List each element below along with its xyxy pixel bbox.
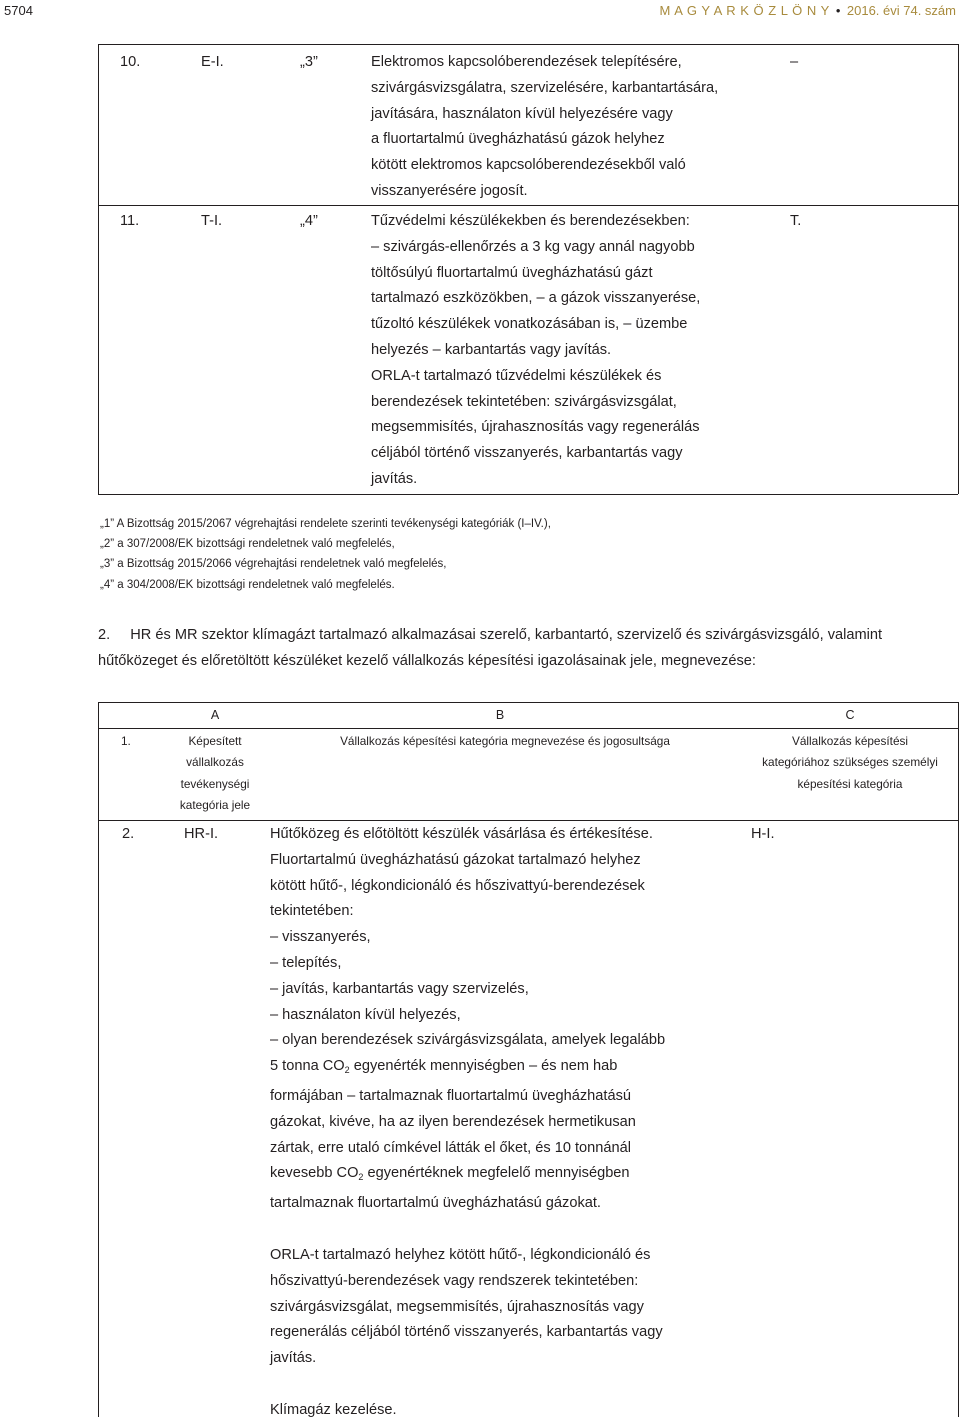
column-header-b: B — [495, 708, 505, 722]
text-line: Klímagáz kezelése. — [270, 1401, 397, 1418]
table-1-row-number: 11. — [120, 213, 140, 229]
column-header-a: A — [210, 708, 220, 722]
header-category-name: Vállalkozás képesítési kategória megnevezése és jogosultsága — [340, 734, 670, 748]
section-2-heading — [98, 623, 958, 675]
table-1-description — [371, 50, 718, 205]
text-line: Elektromos kapcsolóberendezések telepítésére, — [371, 54, 682, 70]
text-line: – javítás, karbantartás vagy szervizelés, — [270, 980, 529, 997]
journal-title: M A G Y A R K Ö Z L Ö N Y — [659, 3, 830, 18]
footnote: „3” a Bizottság 2015/2066 végrehajtási rendeletnek való megfelelés, — [100, 558, 447, 571]
table-2-description — [270, 822, 665, 1424]
table-2-top-border — [98, 702, 958, 703]
text-line: képesítési kategória — [797, 776, 903, 791]
section-number: 2. — [98, 627, 111, 643]
text-line: tekintetében: — [270, 903, 354, 920]
separator-dot: • — [835, 3, 841, 18]
text-line: tartalmaznak fluortartalmú üvegházhatású gázokat. — [270, 1195, 601, 1212]
table-1-code: E-I. — [201, 54, 224, 70]
table-2-right-border — [958, 702, 959, 1417]
text-line: berendezések tekintetében: szivárgásvizsgálat, — [371, 393, 677, 410]
text-line-co2: 5 tonna $CO_2$ egyenérték mennyiségben – és nem hab — [270, 1058, 618, 1076]
table-2-code: HR-I. — [184, 826, 219, 842]
footnote: „4” a 304/2008/EK bizottsági rendeletnek való megfelelés. — [100, 578, 395, 591]
text-line: – olyan berendezések szivárgásvizsgálata, amelyek legalább — [270, 1032, 666, 1049]
text-line: javítás. — [371, 470, 418, 487]
table-1-code: T-I. — [201, 213, 223, 229]
table-1-description — [371, 209, 700, 493]
text-line: tartalmazó eszközökben, – a gázok visszanyerése, — [371, 290, 701, 307]
text-line: kategória jele — [179, 797, 251, 812]
text-line: ORLA-t tartalmazó helyhez kötött hűtő-, légkondicionáló és — [270, 1246, 651, 1263]
table-1-bottom-border — [98, 494, 958, 495]
text-line: formájában – tartalmaznak fluortartalmú üvegházhatású — [270, 1087, 631, 1104]
text-line: – telepítés, — [270, 954, 342, 971]
text-line: regenerálás céljából történő visszanyerés, karbantartás vagy — [270, 1324, 663, 1341]
text-line: kötött elektromos kapcsolóberendezésekből való — [371, 157, 686, 174]
text-line: hőszivattyú-berendezések vagy rendszerek tekintetében: — [270, 1272, 639, 1289]
table-1-left-border — [98, 44, 99, 494]
section-text: HR és MR szektor klímagázt tartalmazó alkalmazásai szerelő, karbantartó, szervizelő és szivárgásvizsgáló, valamint hűtőközeget és előretöltött készüléket kezelő vállalkozás képesítési igazolásainak jele, megnevezése: — [98, 627, 883, 669]
text-line: a fluortartalmú üvegházhatású gázok helyhez — [371, 131, 665, 148]
footnotes — [100, 514, 551, 595]
table-1-row-number: 10. — [120, 54, 141, 70]
text-line: visszanyerésére jogosít. — [371, 182, 528, 199]
text-line: – használaton kívül helyezés, — [270, 1006, 461, 1023]
text-line: Képesített — [188, 734, 242, 748]
text-line: gázokat, kivéve, ha az ilyen berendezések hermetikusan — [270, 1113, 636, 1130]
text-line: ORLA-t tartalmazó tűzvédelmi készülékek és — [371, 367, 662, 384]
table-2-left-border — [98, 702, 99, 1417]
text-line: – szivárgás-ellenőrzés a 3 kg vagy annál nagyobb — [371, 238, 695, 255]
table-2-row-number: 2. — [122, 826, 135, 842]
footnote-marker: „3” — [300, 54, 318, 70]
table-2-header-divider — [98, 728, 958, 729]
table-1-top-border — [98, 44, 958, 45]
table-1-right-border — [958, 44, 959, 494]
table-2-row-number: 1. — [121, 734, 131, 748]
page-number: 5704 — [4, 3, 33, 18]
text-line: Hűtőközeg és előtöltött készülék vásárlása és értékesítése. — [270, 826, 653, 842]
text-line: vállalkozás — [186, 755, 244, 770]
text-line: javítására, használaton kívül helyezésére vagy — [371, 105, 673, 122]
text-line: megsemmisítés, újrahasznosítás vagy regenerálás — [371, 419, 700, 436]
footnote-marker: „4” — [300, 213, 318, 229]
text-line: tűzoltó készülékek vonatkozásában is, – üzembe — [371, 316, 688, 333]
text-line: tevékenységi — [180, 776, 250, 791]
text-line: javítás. — [270, 1350, 317, 1367]
header-qualified-category — [160, 731, 270, 816]
text-line: helyezés – karbantartás vagy javítás. — [371, 341, 612, 358]
text-line: Fluortartalmú üvegházhatású gázokat tartalmazó helyhez — [270, 851, 641, 868]
text-line: kategóriához szükséges személyi — [762, 755, 938, 770]
issue-label: 2016. évi 74. szám — [846, 3, 956, 18]
text-line: szivárgásvizsgálat, megsemmisítés, újrahasznosítás vagy — [270, 1298, 644, 1315]
footnote: „1” A Bizottság 2015/2067 végrehajtási rendelete szerinti tevékenységi kategóriák (I–IV.), — [100, 518, 551, 530]
header-personal-category — [745, 731, 955, 795]
text-line: céljából történő visszanyerés, karbantartás vagy — [371, 445, 683, 462]
text-line: töltősúlyú fluortartalmú üvegházhatású gázt — [371, 264, 653, 281]
text-line: kötött hűtő-, légkondicionáló és hőszivattyú-berendezések — [270, 877, 645, 894]
table-1-personal-category: T. — [790, 213, 802, 229]
text-line-co2: kevesebb $CO_2$ egyenértéknek megfelelő mennyiségben — [270, 1165, 630, 1183]
table-1-personal-category: – — [790, 54, 799, 70]
text-line: szivárgásvizsgálatra, szervizelésére, karbantartására, — [371, 79, 719, 96]
running-header — [660, 3, 956, 18]
table-2-row-divider — [98, 820, 958, 821]
column-header-c: C — [845, 708, 855, 722]
table-2-personal-category: H-I. — [751, 826, 775, 842]
text-line: – visszanyerés, — [270, 929, 371, 946]
text-line: zártak, erre utaló címkével látták el őket, és 10 tonnánál — [270, 1139, 631, 1156]
footnote: „2” a 307/2008/EK bizottsági rendeletnek való megfelelés, — [100, 538, 395, 551]
table-1-row-divider — [98, 205, 958, 206]
text-line: Vállalkozás képesítési — [791, 734, 909, 748]
text-line: Tűzvédelmi készülékekben és berendezésekben: — [371, 213, 690, 229]
